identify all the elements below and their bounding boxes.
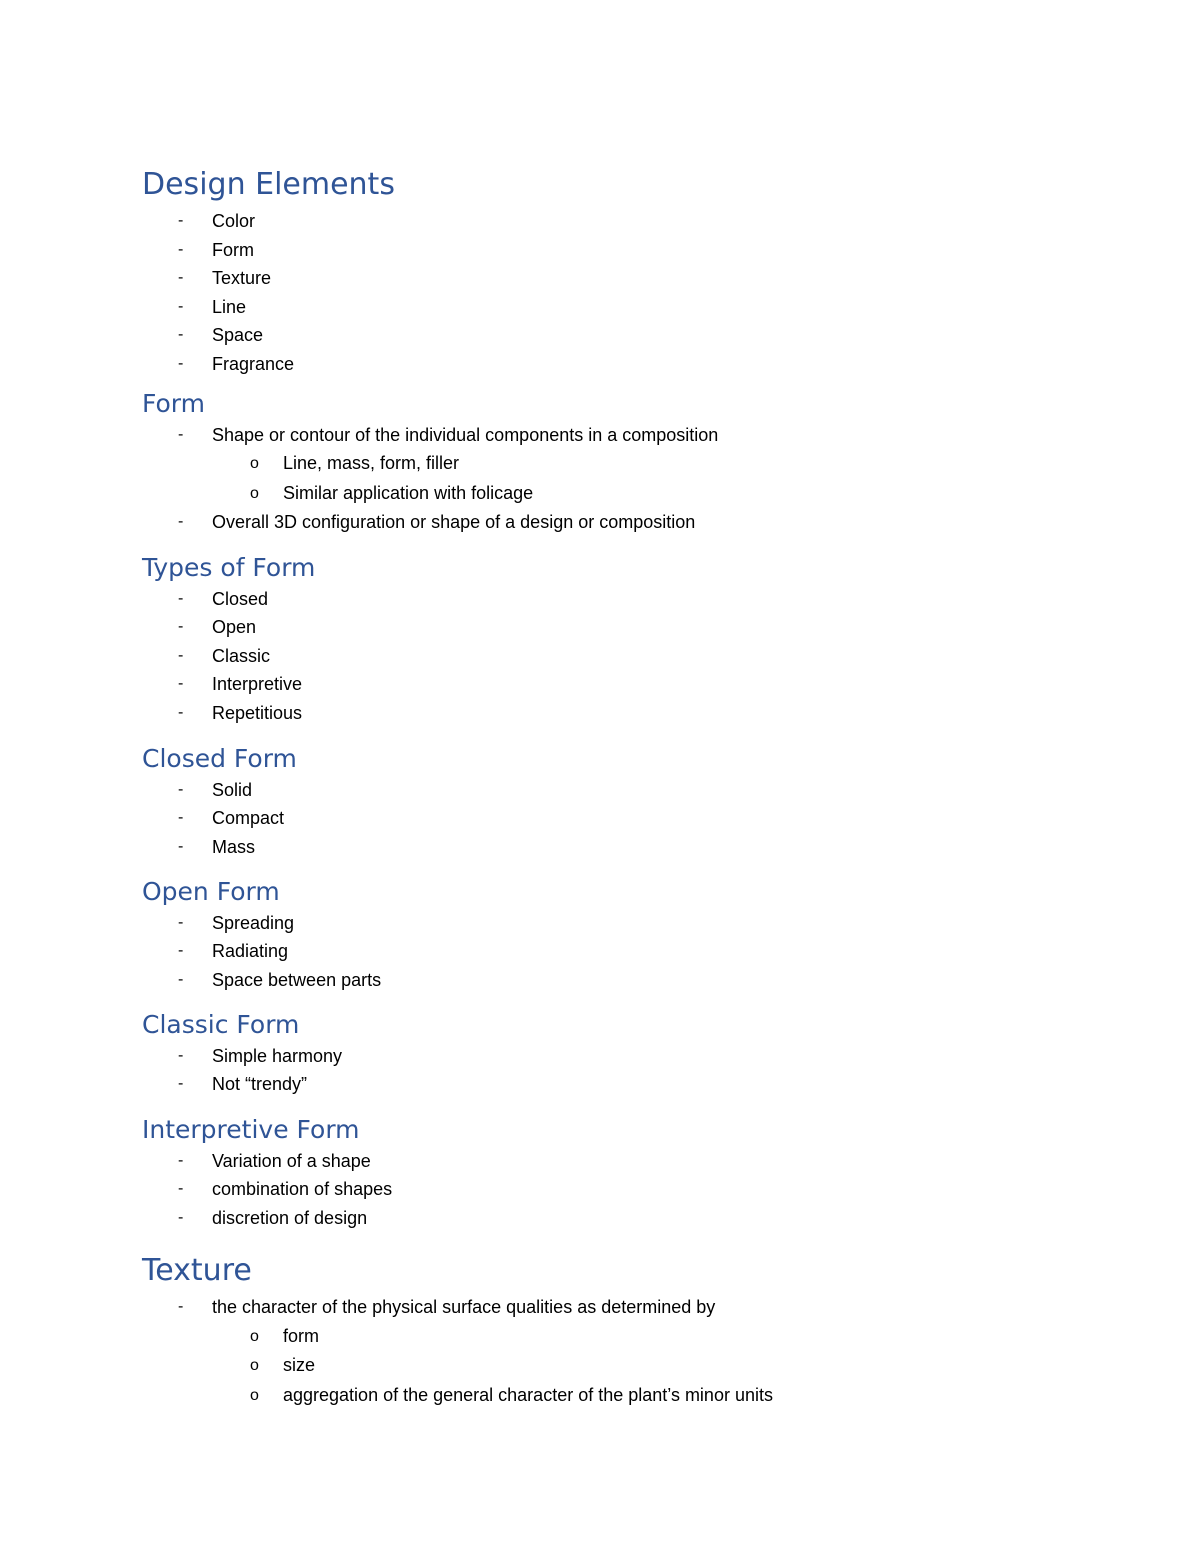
list-item bbox=[142, 207, 395, 236]
section-texture bbox=[142, 1253, 773, 1410]
list-item-text: Overall 3D configuration or shape of a design or composition bbox=[212, 512, 696, 532]
list-item bbox=[142, 293, 395, 322]
dash-bullet: - bbox=[178, 942, 184, 959]
list-item-text: Form bbox=[212, 239, 254, 260]
sub-list-item-text: Similar application with folicage bbox=[283, 482, 534, 503]
list-item-text: Variation of a shape bbox=[212, 1150, 371, 1171]
sub-list-item bbox=[142, 1322, 319, 1352]
dash-bullet: - bbox=[178, 809, 184, 826]
list-item bbox=[142, 1042, 343, 1071]
sub-list-item bbox=[142, 1351, 316, 1381]
section-classic-form bbox=[142, 1010, 343, 1099]
list-item bbox=[142, 966, 382, 995]
list-item-text: Solid bbox=[212, 779, 253, 800]
list-item-text: Color bbox=[212, 211, 256, 231]
sub-list-item-text: aggregation of the general character of the plant’s minor units bbox=[283, 1384, 773, 1405]
section-heading: Open Form bbox=[142, 877, 280, 906]
dash-bullet: - bbox=[178, 970, 184, 988]
section-heading: Design Elements bbox=[142, 167, 395, 202]
dash-bullet: - bbox=[178, 703, 184, 721]
list-item-text: Spreading bbox=[212, 912, 295, 933]
list-item-text: Simple harmony bbox=[212, 1045, 343, 1066]
dash-bullet: - bbox=[178, 1180, 184, 1197]
bullet-list bbox=[142, 1147, 393, 1233]
dash-bullet: - bbox=[178, 589, 184, 607]
dash-bullet: - bbox=[178, 646, 184, 664]
sub-list-item-text: Line, mass, form, filler bbox=[283, 453, 460, 473]
dash-bullet: - bbox=[178, 1046, 184, 1064]
dash-bullet: - bbox=[178, 837, 184, 855]
list-item bbox=[142, 264, 395, 293]
dash-bullet: - bbox=[178, 326, 184, 343]
sub-list-item-text: size bbox=[283, 1355, 316, 1375]
list-item bbox=[142, 613, 315, 642]
list-item-text: Texture bbox=[212, 268, 272, 288]
sub-list-item bbox=[142, 479, 534, 509]
list-item bbox=[142, 1147, 371, 1176]
list-item bbox=[142, 321, 395, 350]
section-interpretive-form bbox=[142, 1115, 393, 1232]
dash-bullet: - bbox=[178, 240, 184, 258]
dash-bullet: - bbox=[178, 675, 184, 692]
dash-bullet: - bbox=[178, 212, 184, 229]
list-item bbox=[142, 585, 315, 614]
list-item bbox=[142, 1293, 716, 1322]
list-item bbox=[142, 1175, 393, 1204]
list-item-text: Space bbox=[212, 325, 264, 345]
list-item-text: Space between parts bbox=[212, 969, 382, 990]
section-form bbox=[142, 389, 719, 537]
dash-bullet: - bbox=[178, 1151, 184, 1169]
list-item bbox=[142, 670, 315, 699]
section-design-elements bbox=[142, 168, 395, 378]
list-item bbox=[142, 804, 297, 833]
dash-bullet: - bbox=[178, 1298, 184, 1315]
list-item-text: Interpretive bbox=[212, 674, 303, 694]
section-heading: Form bbox=[142, 389, 205, 418]
dash-bullet: - bbox=[178, 1208, 184, 1226]
bullet-list bbox=[142, 909, 382, 995]
dash-bullet: - bbox=[178, 513, 184, 530]
section-heading: Types of Form bbox=[142, 553, 316, 582]
sub-list-item bbox=[142, 449, 460, 479]
list-item-text: Fragrance bbox=[212, 353, 295, 374]
list-item-text: Radiating bbox=[212, 941, 289, 961]
sub-list-item bbox=[142, 1381, 773, 1411]
dash-bullet: - bbox=[178, 780, 184, 798]
list-item bbox=[142, 937, 289, 966]
section-heading: Interpretive Form bbox=[142, 1115, 360, 1144]
section-heading: Texture bbox=[142, 1253, 252, 1288]
list-item bbox=[142, 776, 297, 805]
dash-bullet: - bbox=[178, 913, 184, 931]
list-item-text: Not “trendy” bbox=[212, 1074, 308, 1094]
list-item bbox=[142, 236, 395, 265]
dash-bullet: - bbox=[178, 297, 184, 315]
list-item-text: Closed bbox=[212, 588, 269, 609]
bullet-list bbox=[142, 1293, 773, 1410]
list-item-text: Open bbox=[212, 617, 257, 637]
list-item bbox=[142, 1070, 308, 1099]
list-item bbox=[142, 833, 297, 862]
list-item-text: Compact bbox=[212, 808, 285, 828]
section-closed-form bbox=[142, 745, 297, 861]
bullet-list bbox=[142, 207, 395, 378]
list-item-text: Line bbox=[212, 296, 247, 317]
section-types-of-form bbox=[142, 554, 315, 727]
dash-bullet: - bbox=[178, 425, 184, 443]
dash-bullet: - bbox=[178, 354, 184, 372]
bullet-list bbox=[142, 1042, 343, 1099]
list-item bbox=[142, 350, 395, 379]
sub-list-item-text: form bbox=[283, 1325, 319, 1346]
list-item bbox=[142, 508, 696, 537]
list-item bbox=[142, 421, 719, 450]
list-item-text: Repetitious bbox=[212, 702, 303, 723]
dash-bullet: - bbox=[178, 269, 184, 286]
list-item-text: discretion of design bbox=[212, 1207, 368, 1228]
list-item-text: Mass bbox=[212, 836, 256, 857]
list-item bbox=[142, 642, 315, 671]
list-item-text: Classic bbox=[212, 645, 271, 666]
bullet-list bbox=[142, 421, 719, 537]
circle-bullet: o bbox=[250, 1327, 259, 1345]
bullet-list bbox=[142, 585, 315, 728]
list-item bbox=[142, 909, 295, 938]
list-item-text: combination of shapes bbox=[212, 1179, 393, 1199]
section-heading: Closed Form bbox=[142, 744, 297, 773]
circle-bullet: o bbox=[250, 455, 259, 472]
list-item-text: the character of the physical surface qualities as determined by bbox=[212, 1297, 716, 1317]
section-open-form bbox=[142, 877, 382, 994]
section-heading: Classic Form bbox=[142, 1010, 300, 1039]
circle-bullet: o bbox=[250, 1357, 259, 1374]
circle-bullet: o bbox=[250, 1386, 259, 1404]
dash-bullet: - bbox=[178, 618, 184, 635]
list-item bbox=[142, 699, 315, 728]
dash-bullet: - bbox=[178, 1075, 184, 1092]
bullet-list bbox=[142, 776, 297, 862]
list-item bbox=[142, 1204, 368, 1233]
circle-bullet: o bbox=[250, 484, 259, 502]
list-item-text: Shape or contour of the individual components in a composition bbox=[212, 424, 719, 445]
